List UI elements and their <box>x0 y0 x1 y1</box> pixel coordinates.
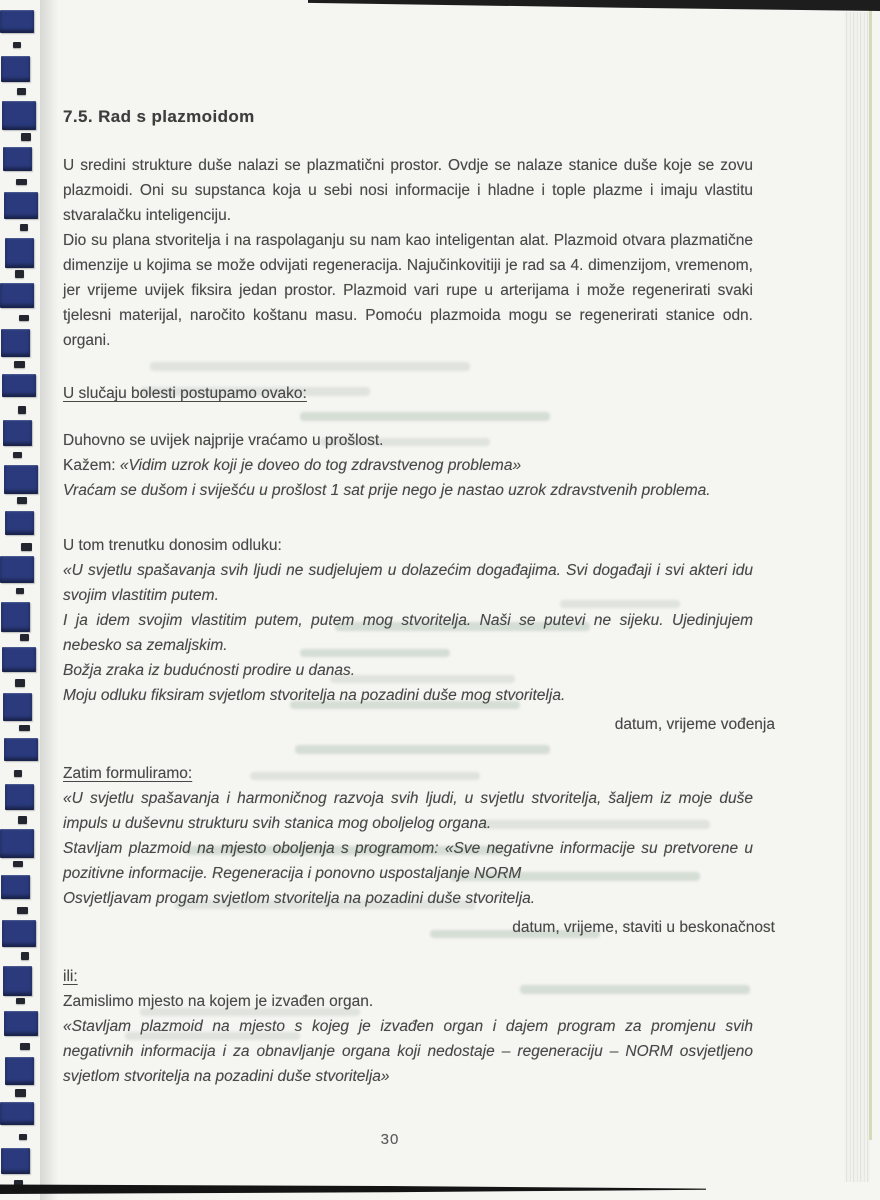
scan-artifact-bottom-edge <box>0 1184 706 1194</box>
binding-tick <box>21 543 32 551</box>
binding-tick <box>17 88 26 95</box>
binding-tick <box>20 1043 30 1050</box>
text-block-10: I ja idem svojim vlastitim putem, putem mog stvoritelja. Naši se putevi ne sijeku. Ujedinjujem nebesko sa zemaljskim. <box>63 612 753 654</box>
text-block-4: U slučaju bolesti postupamo ovako: <box>63 385 307 402</box>
binding-tick <box>13 42 21 48</box>
page-stack-edge <box>844 12 870 1182</box>
binding-tab <box>0 556 34 583</box>
binding-tick <box>19 725 30 731</box>
binding-tick <box>13 861 23 867</box>
text-block-15: «U svjetlu spašavanja i harmoničnog razvoja svih ljudi, u svjetlu stvoritelja, šaljem iz moje duše impuls u duševnu strukturu svih stanica mog oboljelog organa. <box>63 790 753 832</box>
binding-strip <box>0 0 46 1200</box>
binding-tab <box>0 283 34 308</box>
binding-tab <box>3 693 32 721</box>
text-block-20: Zamislimo mjesto na kojem je izvađen organ. <box>63 993 374 1010</box>
binding-tick <box>19 1134 27 1140</box>
binding-tick <box>14 361 25 368</box>
binding-tab <box>4 192 38 219</box>
binding-tab <box>2 647 36 672</box>
text-block-13: datum, vrijeme vođenja <box>614 716 775 733</box>
binding-tab <box>1 875 30 899</box>
binding-tick <box>20 224 28 231</box>
binding-tick <box>20 634 29 641</box>
binding-tab <box>1 602 30 632</box>
binding-tab <box>0 829 34 858</box>
document-content <box>63 104 775 1089</box>
binding-tab <box>4 1011 38 1036</box>
text-block-7: Vraćam se dušom i sviješću u prošlost 1 sat prije nego je nastao uzrok zdravstvenih problema. <box>63 482 711 499</box>
binding-tab <box>5 1057 34 1085</box>
binding-tab <box>1 329 30 357</box>
binding-tab <box>3 966 32 996</box>
text-block-5: Duhovno se uvijek najprije vraćamo u prošlost. <box>63 432 384 449</box>
text-block-9: «U svjetlu spašavanja svih ljudi ne sudjelujem u dolazećim događajima. Svi događaji i svi akteri idu svojim vlastitim putem. <box>63 562 753 604</box>
text-block-3: Dio su plana stvoritelja i na raspolaganju su nam kao inteligentan alat. Plazmoid otvara plazmatične dimenzije u kojima se može odvijati regeneracija. Najučinkovitiji je rad sa 4. dimenzijom, vremenom, jer vrijeme uvijek fiksira jedan prostor. Plazmoid vari rupe u arterijama i može regenerirati svaki tjelesni materijal, naročito koštanu masu. Pomoću plazmoida mogu se regenerirati stanice odn. organi. <box>63 232 753 349</box>
binding-tab <box>3 420 32 446</box>
binding-tick <box>16 998 25 1004</box>
binding-tick <box>15 270 24 278</box>
binding-tab <box>5 784 34 810</box>
binding-tick <box>17 497 27 504</box>
text-block-17: Osvjetljavam progam svjetlom stvoritelja na pozadini duše stvoritelja. <box>63 890 536 907</box>
binding-tab <box>0 1102 34 1125</box>
binding-tick <box>15 1089 26 1097</box>
binding-tab <box>5 511 34 535</box>
text-block-11: Božja zraka iz budućnosti prodire u danas. <box>63 662 356 679</box>
text-block-18: datum, vrijeme, staviti u beskonačnost <box>512 919 775 936</box>
text-block-6 <box>63 453 753 478</box>
binding-tick <box>19 315 29 321</box>
binding-tick <box>21 952 29 960</box>
binding-tick <box>17 907 28 914</box>
binding-tab <box>5 238 34 268</box>
text-block-16: Stavljam plazmoid na mjesto oboljenja s programom: «Sve negativne informacije su pretvorene u pozitivne informacije. Regeneracija i ponovno uspostaljanje NORM <box>63 840 753 882</box>
binding-tab <box>2 374 36 397</box>
binding-tick <box>16 588 24 594</box>
binding-tab <box>4 465 38 494</box>
binding-tick <box>18 816 27 824</box>
section-heading: 7.5. Rad s plazmoidom <box>63 107 255 126</box>
binding-tick <box>14 770 22 777</box>
binding-tick <box>16 179 27 185</box>
binding-tab <box>1 56 30 82</box>
binding-tick <box>18 406 26 414</box>
text-block-12: Moju odluku fiksiram svjetlom stvoritelja na pozadini duše mog stvoritelja. <box>63 687 566 704</box>
text-segment: «Vidim uzrok koji je doveo do tog zdravstvenog problema» <box>119 457 522 474</box>
page-stack-tint-line <box>869 4 872 1140</box>
page-number: 30 <box>380 1131 400 1148</box>
binding-tick <box>13 452 22 458</box>
text-block-14: Zatim formuliramo: <box>63 765 193 782</box>
text-block-19: ili: <box>63 968 78 985</box>
binding-tab <box>2 101 36 130</box>
binding-tab <box>1 1148 30 1174</box>
binding-tick <box>21 133 31 141</box>
text-segment: Kažem: <box>63 457 120 474</box>
binding-tab <box>2 920 36 947</box>
text-block-2: U sredini strukture duše nalazi se plazmatični prostor. Ovdje se nalaze stanice duše koje se zovu plazmoidi. Oni su supstanca koja u sebi nosi informacije i hladne i tople plazme i imaju vlastitu stvaralačku inteligenciju. <box>63 157 753 224</box>
scan-artifact-top-edge <box>308 0 880 11</box>
binding-tab <box>4 738 38 761</box>
binding-tick <box>15 679 25 687</box>
binding-tab <box>0 10 34 33</box>
binding-tab <box>3 147 32 171</box>
text-block-8: U tom trenutku donosim odluku: <box>63 537 282 554</box>
text-block-21: «Stavljam plazmoid na mjesto s kojeg je izvađen organ i dajem program za promjenu svih negativnih informacija i za obnavljanje organa koji nedostaje – regeneraciju – NORM osvjetljeno svjetlom stvoritelja na pozadini duše stvoritelja» <box>63 1018 753 1085</box>
